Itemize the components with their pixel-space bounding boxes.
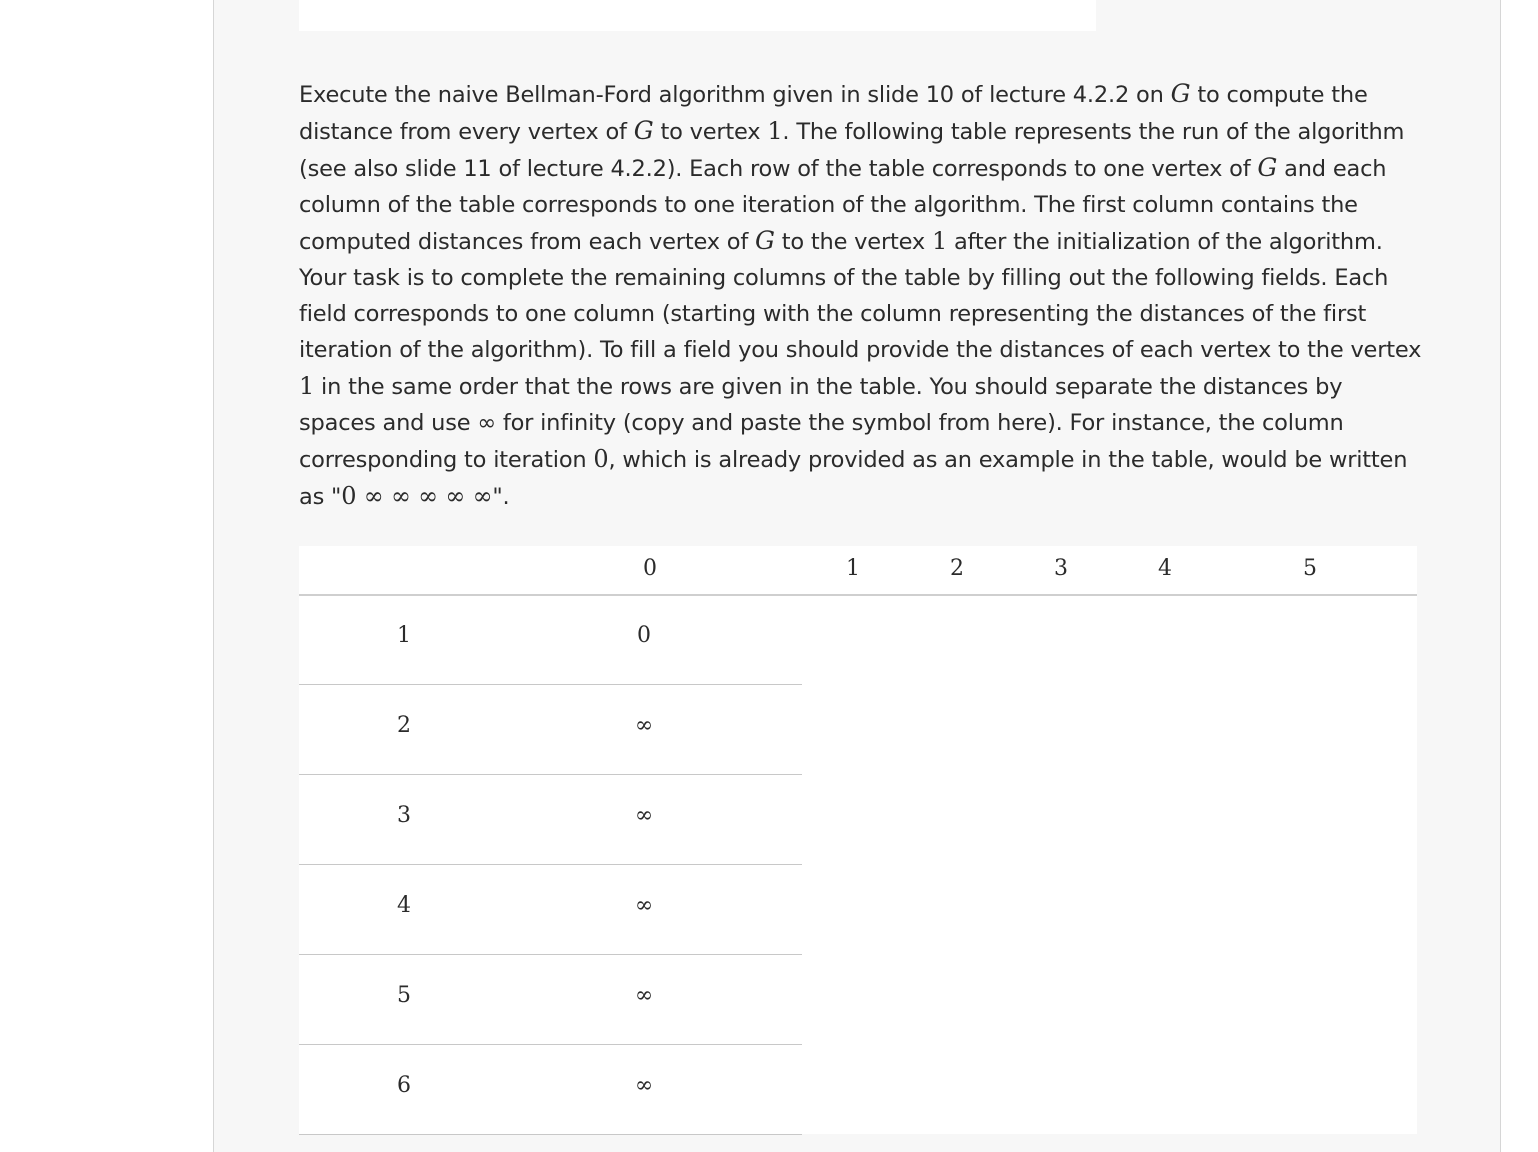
distance-cell: ∞ — [634, 1073, 654, 1098]
example-column: 0 ∞ ∞ ∞ ∞ ∞ — [341, 482, 493, 510]
table-row — [299, 685, 802, 775]
column-header-iteration-2: 2 — [950, 556, 964, 581]
table-row — [299, 775, 802, 865]
distance-cell: ∞ — [634, 893, 654, 918]
distance-cell: ∞ — [634, 983, 654, 1008]
vertex-label: 3 — [397, 803, 411, 828]
column-header-iteration-3: 3 — [1054, 556, 1068, 581]
vertex-label: 4 — [397, 893, 411, 918]
column-header-iteration-1: 1 — [846, 556, 860, 581]
column-header-iteration-5: 5 — [1303, 556, 1317, 581]
distance-cell: ∞ — [634, 713, 654, 738]
vertex-label: 1 — [397, 623, 411, 648]
bellman-ford-table — [299, 546, 1417, 1134]
table-header — [299, 546, 1417, 596]
table-row — [299, 595, 802, 685]
distance-cell: 0 — [637, 623, 651, 648]
table-row — [299, 1045, 802, 1135]
previous-content-box — [299, 0, 1096, 31]
infinity-symbol[interactable]: ∞ — [477, 410, 496, 436]
column-header-iteration-4: 4 — [1158, 556, 1172, 581]
table-row — [299, 865, 802, 955]
vertex-label: 2 — [397, 713, 411, 738]
table-row — [299, 955, 802, 1045]
vertex-label: 6 — [397, 1073, 411, 1098]
column-header-iteration-0: 0 — [643, 556, 657, 581]
vertex-label: 5 — [397, 983, 411, 1008]
distance-cell: ∞ — [634, 803, 654, 828]
question-prompt: Execute the naive Bellman-Ford algorithm given in slide 10 of lecture 4.2.2 on G to compute the distance from every vertex of G to vertex 1. The following table represents the run of the algorithm (see also slide 11 of lecture 4.2.2). Each row of the table corresponds to one vertex of G and each column of the table corresponds to one iteration of the algorithm. The first column contains the computed distances from each vertex of G to the vertex 1 after the initialization of the algorithm. Your task is to complete the remaining columns of the table by filling out the following fields. Each field corresponds to one column (starting with the column representing the distances of the first iteration of the algorithm). To fill a field you should provide the distances of each vertex to the vertex 1 in the same order that the rows are given in the table. You should separate the distances by spaces and use ∞ for infinity (copy and paste the symbol from here). For instance, the column corresponding to iteration 0, which is already provided as an example in the table, would be written as "0 ∞ ∞ ∞ ∞ ∞". — [299, 79, 1422, 510]
